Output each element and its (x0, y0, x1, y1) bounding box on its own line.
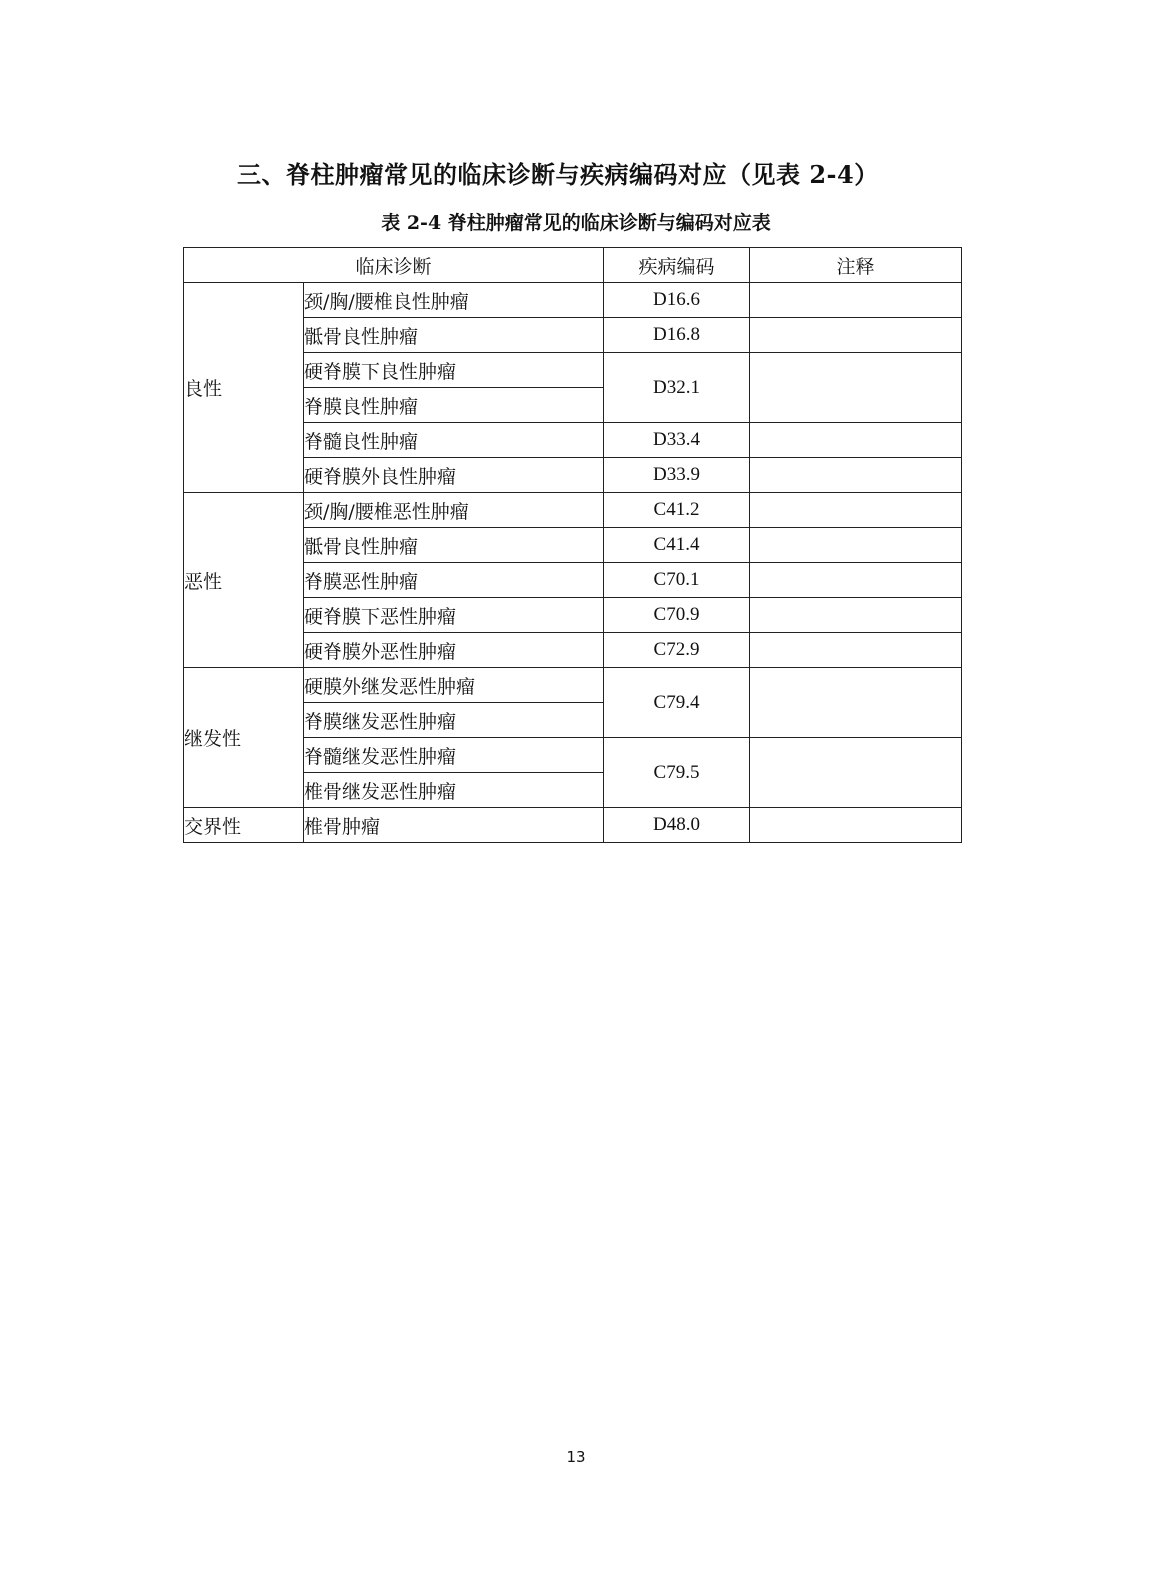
diagnosis-cell: 脊膜继发恶性肿瘤 (304, 703, 604, 738)
note-cell (750, 563, 962, 598)
note-cell (750, 283, 962, 318)
diagnosis-cell: 颈/胸/腰椎良性肿瘤 (304, 283, 604, 318)
header-code: 疾病编码 (604, 248, 750, 283)
table-header-row (184, 248, 962, 283)
page-number: 13 (566, 1448, 586, 1466)
header-diagnosis: 临床诊断 (184, 248, 604, 283)
group-borderline: 交界性 (184, 808, 304, 843)
header-note: 注释 (750, 248, 962, 283)
diagnosis-code-table (183, 247, 962, 843)
table-row (184, 808, 962, 843)
table-row (184, 283, 962, 318)
diagnosis-cell: 椎骨肿瘤 (304, 808, 604, 843)
note-cell (750, 738, 962, 808)
code-cell: D32.1 (604, 353, 750, 423)
code-cell: C70.9 (604, 598, 750, 633)
diagnosis-cell: 骶骨良性肿瘤 (304, 528, 604, 563)
note-cell (750, 528, 962, 563)
note-cell (750, 633, 962, 668)
code-cell: C72.9 (604, 633, 750, 668)
group-benign: 良性 (184, 283, 304, 493)
diagnosis-cell: 硬脊膜下良性肿瘤 (304, 353, 604, 388)
diagnosis-cell: 脊髓良性肿瘤 (304, 423, 604, 458)
note-cell (750, 318, 962, 353)
code-cell: D33.4 (604, 423, 750, 458)
code-cell: C79.5 (604, 738, 750, 808)
diagnosis-cell: 硬膜外继发恶性肿瘤 (304, 668, 604, 703)
code-cell: D16.8 (604, 318, 750, 353)
code-cell: C70.1 (604, 563, 750, 598)
note-cell (750, 598, 962, 633)
code-cell: C79.4 (604, 668, 750, 738)
table-caption: 表 2-4 脊柱肿瘤常见的临床诊断与编码对应表 (381, 212, 771, 234)
note-cell (750, 423, 962, 458)
diagnosis-cell: 脊膜恶性肿瘤 (304, 563, 604, 598)
diagnosis-cell: 脊髓继发恶性肿瘤 (304, 738, 604, 773)
code-cell: C41.4 (604, 528, 750, 563)
code-cell: D16.6 (604, 283, 750, 318)
note-cell (750, 668, 962, 738)
note-cell (750, 808, 962, 843)
diagnosis-cell: 硬脊膜下恶性肿瘤 (304, 598, 604, 633)
code-cell: C41.2 (604, 493, 750, 528)
note-cell (750, 353, 962, 423)
code-cell: D33.9 (604, 458, 750, 493)
code-cell: D48.0 (604, 808, 750, 843)
diagnosis-cell: 脊膜良性肿瘤 (304, 388, 604, 423)
diagnosis-cell: 硬脊膜外恶性肿瘤 (304, 633, 604, 668)
diagnosis-cell: 颈/胸/腰椎恶性肿瘤 (304, 493, 604, 528)
table-row (184, 493, 962, 528)
note-cell (750, 493, 962, 528)
group-secondary: 继发性 (184, 668, 304, 808)
diagnosis-cell: 硬脊膜外良性肿瘤 (304, 458, 604, 493)
diagnosis-cell: 椎骨继发恶性肿瘤 (304, 773, 604, 808)
diagnosis-cell: 骶骨良性肿瘤 (304, 318, 604, 353)
group-malignant: 恶性 (184, 493, 304, 668)
note-cell (750, 458, 962, 493)
table-row (184, 668, 962, 703)
section-heading: 三、脊柱肿瘤常见的临床诊断与疾病编码对应（见表 2-4） (237, 160, 879, 189)
